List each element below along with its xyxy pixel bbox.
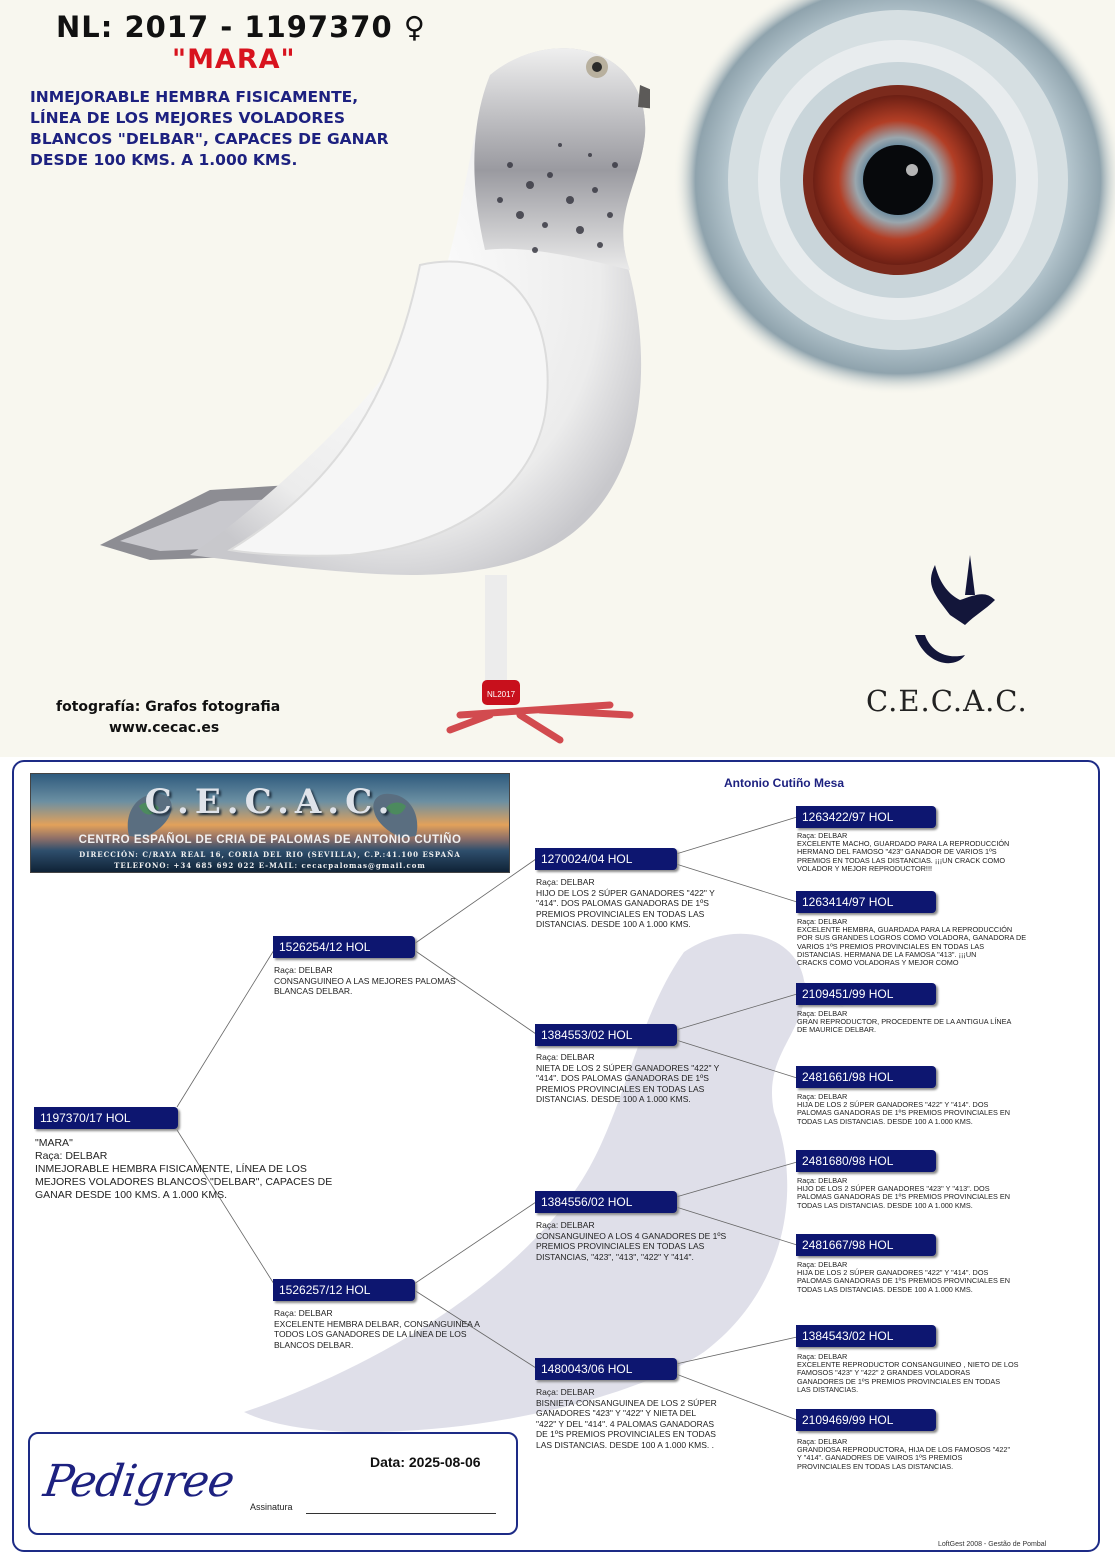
software-credit: LoftGest 2008 - Gestão de Pombal [938, 1541, 1047, 1548]
info-line: Raça: DELBAR [797, 1260, 848, 1269]
info-line: BLANCOS DELBAR. [274, 1339, 354, 1350]
info-line: HIJO DE LOS 2 SÚPER GANADORES "423" Y "413". DOS [797, 1184, 990, 1194]
info-line: GRANDIOSA REPRODUCTORA, HIJA DE LOS FAMOSOS "422" [797, 1445, 1011, 1455]
info-line: Raça: DELBAR [536, 1052, 595, 1062]
info-line: Raça: DELBAR [536, 1387, 595, 1397]
grandparent-info [536, 877, 715, 930]
banner-phone: TELEFONO: +34 685 692 022 E-MAIL: cecacpalomas@gmail.com [114, 861, 426, 870]
info-line: DISTANCIAS. HERMANA DE LA FAMOSA "413". ¡¡¡UN [797, 949, 977, 959]
dam-info [274, 1308, 480, 1350]
eye-closeup-photo [668, 0, 1115, 420]
pedigree-panel [12, 760, 1100, 1552]
info-line: "414". DOS PALOMAS GANADORAS DE 1ºS [536, 1073, 709, 1083]
signature-box [28, 1432, 518, 1535]
info-line: DISTANCIAS. DESDE 100 A 1.000 KMS. [536, 919, 691, 929]
info-line: POR SUS GRANDES LOGROS COMO VOLADORA, GANADORA DE [797, 933, 1027, 943]
info-line: PREMIOS PROVINCIALES EN TODAS LAS [536, 1083, 705, 1094]
great-grandparent-ring-box[interactable]: 2109469/99 HOL [796, 1409, 936, 1431]
great-grandparent-info [797, 1093, 1010, 1126]
info-line: Raça: DELBAR [797, 831, 848, 840]
bird-name: "MARA" [172, 44, 296, 75]
info-line: GANAR DESDE 100 KMS. A 1.000 KMS. [35, 1189, 227, 1201]
info-line: Raça: DELBAR [274, 965, 333, 975]
great-grandparent-info [797, 832, 1009, 873]
info-line: Raça: DELBAR [797, 1092, 848, 1101]
info-line: DISTANCIAS. DESDE 100 A 1.000 KMS. [536, 1094, 691, 1104]
great-grandparent-ring-box[interactable]: 2109451/99 HOL [796, 983, 936, 1005]
cecac-banner [30, 773, 510, 873]
grandparent-ring-box[interactable]: 1384553/02 HOL [535, 1024, 677, 1046]
info-line: PALOMAS GANADORAS DE 1ºS PREMIOS PROVINCIALES EN [797, 1192, 1010, 1202]
info-line: DISTANCIAS, "423", "413", "422" Y "414". [536, 1251, 694, 1262]
info-line: Raça: DELBAR [536, 1220, 595, 1230]
info-line: Raça: DELBAR [797, 1009, 848, 1018]
info-line: GANADORES DE 1ºS PREMIOS PROVINCIALES EN TODAS [797, 1376, 1001, 1386]
description-line: INMEJORABLE HEMBRA FISICAMENTE, [30, 88, 359, 106]
great-grandparent-info [797, 1261, 1010, 1294]
grandparent-ring-box[interactable]: 1480043/06 HOL [535, 1358, 677, 1380]
sire-ring-box[interactable]: 1526254/12 HOL [273, 936, 415, 958]
info-line: Raça: DELBAR [797, 1176, 848, 1185]
info-line: CONSANGUINEO A LAS MEJORES PALOMAS [274, 975, 456, 986]
info-line: HIJA DE LOS 2 SÚPER GANADORES "422" Y "414". DOS [797, 1268, 989, 1278]
info-line: EXCELENTE HEMBRA, GUARDADA PARA LA REPRODUCCIÓN [797, 925, 1013, 935]
info-line: VOLADOR Y MEJOR REPRODUCTOR!!! [797, 863, 933, 873]
info-line: Raça: DELBAR [274, 1308, 333, 1318]
great-grandparent-info [797, 1353, 1019, 1394]
great-grandparent-ring-box[interactable]: 1384543/02 HOL [796, 1325, 936, 1347]
info-line: LAS DISTANCIAS. DESDE 100 A 1.000 KMS. . [536, 1439, 714, 1450]
info-line: BISNIETA CONSANGUINEA DE LOS 2 SÚPER [536, 1397, 717, 1408]
info-line: TODAS LAS DISTANCIAS. DESDE 100 A 1.000 KMS. [797, 1200, 973, 1210]
info-line: "414". DOS PALOMAS GANADORAS DE 1ºS [536, 898, 709, 908]
info-line: LAS DISTANCIAS. [797, 1384, 859, 1394]
grandparent-info [536, 1052, 719, 1105]
sire-info [274, 965, 456, 997]
info-line: "MARA" [35, 1137, 73, 1149]
leg-ring-label: NL2017 [487, 690, 516, 699]
bird-description [30, 87, 500, 171]
info-line: Raça: DELBAR [536, 877, 595, 887]
info-line: HIJO DE LOS 2 SÚPER GANADORES "422" Y [536, 887, 715, 898]
photo-credit: fotografía: Grafos fotografia [56, 699, 281, 715]
pedigree-script-title: Pedigree [40, 1456, 237, 1507]
info-line: EXCELENTE HEMBRA DELBAR, CONSANGUINEA A [274, 1318, 480, 1329]
owner-name: Antonio Cutiño Mesa [724, 776, 844, 790]
info-line: Raça: DELBAR [797, 917, 848, 926]
banner-title: C.E.C.A.C. [144, 782, 396, 822]
info-line: Y "414". GANADORES DE VAIROS 1ºS PREMIOS [797, 1453, 963, 1463]
info-line: GANADORES "423" Y "422" Y NIETA DEL [536, 1408, 697, 1418]
grandparent-ring-box[interactable]: 1270024/04 HOL [535, 848, 677, 870]
info-line: VARIOS 1ºS PREMIOS PROVINCIALES EN TODAS LAS [797, 941, 985, 951]
cecac-logo-text: C.E.C.A.C. [866, 684, 1028, 718]
ring-number-title: NL: 2017 - 1197370 ♀ [56, 10, 426, 44]
great-grandparent-info [797, 918, 1026, 967]
info-line: PREMIOS EN TODAS LAS DISTANCIAS. ¡¡¡UN CRACK COMO [797, 855, 1005, 865]
info-line: HERMANO DEL FAMOSO "423" GANADOR DE VARIOS 1ºS [797, 847, 997, 857]
dam-ring-box[interactable]: 1526257/12 HOL [273, 1279, 415, 1301]
info-line: CRACKS COMO VOLADORAS Y MEJOR COMO [797, 958, 959, 968]
photo-panel [0, 0, 1115, 757]
banner-address: DIRECCIÓN: C/RAYA REAL 16, CORIA DEL RIO (SEVILLA), C.P.:41.100 ESPAÑA [79, 850, 461, 859]
info-line: INMEJORABLE HEMBRA FISICAMENTE, LÍNEA DE LOS [35, 1163, 307, 1175]
info-line: Raça: DELBAR [797, 1437, 848, 1446]
info-line: Raça: DELBAR [797, 1352, 848, 1361]
signature-label: Assinatura [250, 1502, 293, 1512]
info-line: PREMIOS PROVINCIALES EN TODAS LAS [536, 1241, 705, 1251]
info-line: TODAS LAS DISTANCIAS. DESDE 100 A 1.000 KMS. [797, 1116, 973, 1126]
info-line: TODOS LOS GANADORES DE LA LÍNEA DE LOS [274, 1329, 467, 1339]
website-link[interactable]: www.cecac.es [109, 720, 220, 736]
description-line: LÍNEA DE LOS MEJORES VOLADORES [30, 109, 346, 127]
info-line: DE MAURICE DELBAR. [797, 1025, 877, 1035]
info-line: BLANCAS DELBAR. [274, 986, 353, 996]
info-line: PREMIOS PROVINCIALES EN TODAS LAS [536, 908, 705, 919]
info-line: GRAN REPRODUCTOR, PROCEDENTE DE LA ANTIGUA LÍNEA [797, 1017, 1012, 1027]
info-line: PALOMAS GANADORAS DE 1ºS PREMIOS PROVINCIALES EN [797, 1276, 1010, 1286]
subject-ring-box[interactable]: 1197370/17 HOL [34, 1107, 178, 1129]
great-grandparent-ring-box[interactable]: 2481667/98 HOL [796, 1234, 936, 1256]
grandparent-info [536, 1220, 726, 1262]
great-grandparent-ring-box[interactable]: 1263422/97 HOL [796, 806, 936, 828]
info-line: PALOMAS GANADORAS DE 1ºS PREMIOS PROVINCIALES EN [797, 1108, 1010, 1118]
description-line: DESDE 100 KMS. A 1.000 KMS. [30, 151, 298, 169]
date-label: Data: 2025-08-06 [370, 1454, 481, 1470]
grandparent-info [536, 1387, 717, 1450]
info-line: CONSANGUINEO A LOS 4 GANADORES DE 1ºS [536, 1230, 727, 1241]
info-line: PROVINCIALES EN TODAS LAS DISTANCIAS. [797, 1461, 954, 1471]
signature-line[interactable] [306, 1513, 496, 1514]
info-line: Raça: DELBAR [35, 1150, 108, 1162]
great-grandparent-ring-box[interactable]: 1263414/97 HOL [796, 891, 936, 913]
info-line: MEJORES VOLADORES BLANCOS "DELBAR", CAPACES DE [35, 1176, 333, 1188]
great-grandparent-info [797, 1010, 1011, 1035]
info-line: DE 1ºS PREMIOS PROVINCIALES EN TODAS [536, 1429, 716, 1439]
great-grandparent-ring-box[interactable]: 2481680/98 HOL [796, 1150, 936, 1172]
info-line: NIETA DE LOS 2 SÚPER GANADORES "422" Y [536, 1062, 720, 1073]
cecac-logo-icon [905, 555, 1000, 675]
info-line: HIJA DE LOS 2 SÚPER GANADORES "422" Y "414". DOS [797, 1100, 989, 1110]
info-line: FAMOSOS "423" Y "422" 2 GRANDES VOLADORAS [797, 1368, 971, 1378]
subject-info [35, 1137, 332, 1202]
great-grandparent-info [797, 1177, 1010, 1210]
info-line: EXCELENTE REPRODUCTOR CONSANGUINEO , NIETO DE LOS [797, 1360, 1019, 1370]
info-line: "422" Y DEL "414". 4 PALOMAS GANADORAS [536, 1418, 715, 1429]
info-line: TODAS LAS DISTANCIAS. DESDE 100 A 1.000 KMS. [797, 1284, 973, 1294]
great-grandparent-info [797, 1438, 1010, 1471]
great-grandparent-ring-box[interactable]: 2481661/98 HOL [796, 1066, 936, 1088]
description-line: BLANCOS "DELBAR", CAPACES DE GANAR [30, 130, 389, 148]
banner-subtitle: CENTRO ESPAÑOL DE CRIA DE PALOMAS DE ANTONIO CUTIÑO [78, 834, 462, 846]
info-line: EXCELENTE MACHO, GUARDADO PARA LA REPRODUCCIÓN [797, 839, 1010, 849]
grandparent-ring-box[interactable]: 1384556/02 HOL [535, 1191, 677, 1213]
